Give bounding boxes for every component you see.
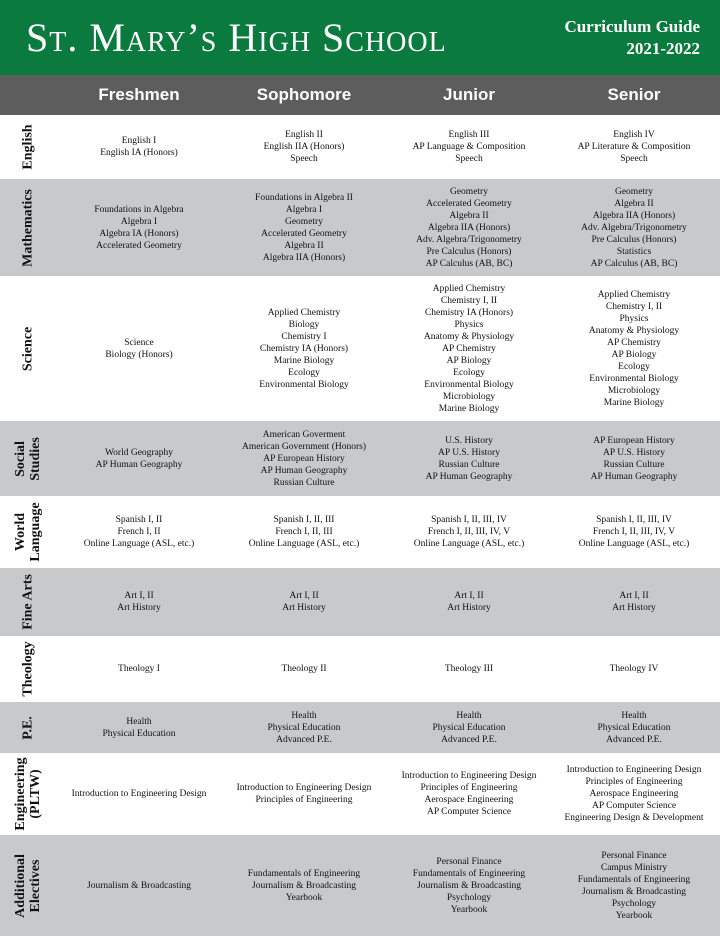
course-item: Speech — [620, 154, 648, 164]
course-item: Yearbook — [615, 910, 653, 921]
course-cell-theology-freshmen — [56, 636, 222, 702]
course-item: English II — [285, 130, 323, 140]
course-list — [413, 129, 526, 165]
course-item: Russian Culture — [603, 459, 665, 470]
course-item: Algebra I — [120, 216, 158, 227]
course-item: Advanced P.E. — [441, 734, 497, 745]
row-label-text: P.E. — [20, 715, 36, 740]
course-item: English I — [121, 136, 157, 146]
course-item: English III — [448, 130, 490, 140]
course-cell-mathematics-senior — [552, 179, 716, 276]
course-item: Advanced P.E. — [276, 734, 332, 745]
course-list — [416, 186, 522, 270]
course-item: Accelerated Geometry — [261, 228, 347, 239]
course-cell-additional-electives-sophomore — [222, 835, 386, 936]
course-item: Ecology — [453, 367, 485, 378]
course-item: AP Calculus (AB, BC) — [590, 258, 678, 269]
course-list — [445, 663, 493, 675]
course-item: Personal Finance — [436, 856, 502, 867]
course-item: Introduction to Engineering Design — [566, 765, 702, 775]
course-item: Health — [456, 710, 482, 721]
course-item: Foundations in Algebra — [94, 204, 184, 215]
course-list — [255, 192, 353, 264]
course-item: Algebra IIA (Honors) — [592, 210, 676, 221]
course-item: American Goverment — [262, 429, 346, 440]
row-label-text: Science — [20, 326, 36, 371]
course-item: English IA (Honors) — [100, 148, 178, 158]
course-item: Algebra II — [614, 198, 654, 209]
course-item: Environmental Biology — [424, 379, 514, 390]
course-item: AP Literature & Composition — [577, 142, 691, 152]
row-label-text: Mathematics — [20, 188, 36, 267]
header-banner — [0, 0, 720, 75]
course-cell-engineering-pltw-sophomore — [222, 753, 386, 835]
course-cell-fine-arts-senior — [552, 568, 716, 636]
course-item: Adv. Algebra/Trigonometry — [581, 222, 687, 233]
course-item: Statistics — [616, 246, 652, 257]
course-item: French I, II, III — [275, 527, 333, 537]
course-item: AP Human Geography — [260, 465, 348, 476]
course-cell-engineering-pltw-junior — [386, 753, 552, 835]
course-list — [237, 782, 372, 806]
row-label-fine-arts — [0, 568, 56, 636]
course-item: Algebra I — [285, 204, 323, 215]
course-item: Aerospace Engineering — [589, 789, 679, 799]
course-item: Spanish I, II — [115, 515, 163, 525]
course-item: AP Chemistry — [442, 343, 496, 354]
course-list — [267, 710, 340, 746]
course-cell-p-e-junior — [386, 702, 552, 753]
course-item: Introduction to Engineering Design — [401, 771, 537, 781]
course-item: Art History — [447, 603, 491, 613]
course-item: Principles of Engineering — [585, 777, 683, 787]
course-item: AP Biology — [611, 349, 657, 360]
course-item: Applied Chemistry — [597, 289, 671, 300]
course-item: Journalism & Broadcasting — [417, 880, 521, 891]
course-item: Spanish I, II, III, IV — [431, 515, 507, 525]
course-item: Journalism & Broadcasting — [252, 880, 356, 891]
row-label-english — [0, 115, 56, 179]
course-cell-english-sophomore — [222, 115, 386, 179]
course-item: Marine Biology — [273, 355, 335, 366]
course-item: Marine Biology — [603, 397, 665, 408]
course-item: AP European History — [593, 435, 675, 446]
row-label-text: Engineering (PLTW) — [13, 757, 43, 831]
row-label-text: Additional Electives — [13, 853, 43, 918]
row-label-p-e — [0, 702, 56, 753]
course-list — [426, 435, 513, 483]
course-cell-science-junior — [386, 276, 552, 421]
course-cell-additional-electives-junior — [386, 835, 552, 936]
course-item: AP Computer Science — [591, 801, 677, 811]
course-item: Psychology — [611, 898, 657, 909]
course-cell-p-e-freshmen — [56, 702, 222, 753]
course-item: French I, II, III, IV, V — [427, 527, 511, 537]
course-cell-theology-senior — [552, 636, 716, 702]
course-item: Fundamentals of Engineering — [412, 868, 526, 879]
course-item: Spanish I, II, III, IV — [596, 515, 672, 525]
course-list — [432, 710, 505, 746]
course-item: English IV — [613, 130, 655, 140]
course-list — [413, 856, 525, 916]
course-item: AP Human Geography — [425, 471, 513, 482]
row-label-text: English — [20, 124, 36, 170]
course-list — [578, 129, 691, 165]
course-item: U.S. History — [445, 435, 493, 446]
course-item: Fundamentals of Engineering — [247, 868, 361, 879]
course-item: Health — [621, 710, 647, 721]
guide-title — [564, 16, 700, 60]
row-label-theology — [0, 636, 56, 702]
course-cell-science-senior — [552, 276, 716, 421]
course-cell-world-language-sophomore — [222, 496, 386, 568]
course-cell-fine-arts-freshmen — [56, 568, 222, 636]
course-cell-social-studies-sophomore — [222, 421, 386, 496]
course-item: Personal Finance — [601, 850, 667, 861]
course-item: Art I, II — [619, 591, 649, 601]
course-cell-english-freshmen — [56, 115, 222, 179]
course-item: AP Biology — [446, 355, 492, 366]
course-item: Biology (Honors) — [105, 349, 173, 360]
row-world-language — [0, 496, 720, 568]
course-item: Russian Culture — [273, 477, 335, 488]
course-item: Online Language (ASL, etc.) — [413, 539, 525, 549]
course-item: Online Language (ASL, etc.) — [83, 539, 195, 549]
course-item: Principles of Engineering — [420, 783, 518, 793]
course-item: Journalism & Broadcasting — [582, 886, 686, 897]
course-item: Algebra IIA (Honors) — [262, 252, 346, 263]
course-item: AP U.S. History — [438, 447, 500, 458]
course-cell-engineering-pltw-freshmen — [56, 753, 222, 835]
course-list — [597, 710, 670, 746]
course-list — [100, 135, 178, 159]
course-item: Speech — [290, 154, 318, 164]
course-item: Theology II — [281, 664, 327, 674]
course-item: Chemistry I, II — [605, 301, 663, 312]
course-item: Art History — [117, 603, 161, 613]
course-item: AP Human Geography — [590, 471, 678, 482]
course-item: Chemistry I — [281, 331, 327, 342]
course-item: Microbiology — [607, 385, 661, 396]
course-cell-mathematics-sophomore — [222, 179, 386, 276]
row-science — [0, 276, 720, 421]
course-item: Science — [124, 337, 154, 348]
course-list — [564, 764, 703, 824]
course-list — [94, 204, 183, 252]
course-item: Physical Education — [432, 722, 506, 733]
course-item: Ecology — [618, 361, 650, 372]
row-label-text: Fine Arts — [20, 574, 36, 630]
course-cell-english-senior — [552, 115, 716, 179]
row-engineering-pltw — [0, 753, 720, 835]
course-item: Fundamentals of Engineering — [577, 874, 691, 885]
course-list — [264, 129, 345, 165]
course-item: Physical Education — [267, 722, 341, 733]
column-header-bar — [0, 75, 720, 115]
course-list — [581, 186, 687, 270]
course-item: Environmental Biology — [259, 379, 349, 390]
course-item: Chemistry IA (Honors) — [424, 307, 514, 318]
course-list — [242, 429, 366, 489]
course-cell-world-language-freshmen — [56, 496, 222, 568]
course-item: Online Language (ASL, etc.) — [248, 539, 360, 549]
course-list — [282, 590, 326, 614]
course-list — [591, 435, 678, 483]
row-label-text: Social Studies — [13, 436, 43, 481]
course-list — [259, 307, 348, 391]
course-item: Adv. Algebra/Trigonometry — [416, 234, 522, 245]
row-social-studies — [0, 421, 720, 496]
course-list — [72, 788, 207, 800]
course-item: Advanced P.E. — [606, 734, 662, 745]
course-item: Microbiology — [442, 391, 496, 402]
course-item: AP Chemistry — [607, 337, 661, 348]
column-header-sophomore: Sophomore — [256, 85, 352, 104]
course-item: Speech — [455, 154, 483, 164]
column-header-freshmen: Freshmen — [98, 85, 180, 104]
course-item: French I, II, III, IV, V — [592, 527, 676, 537]
course-cell-mathematics-freshmen — [56, 179, 222, 276]
course-cell-theology-junior — [386, 636, 552, 702]
course-item: Health — [291, 710, 317, 721]
course-list — [102, 716, 175, 740]
course-list — [424, 283, 514, 415]
course-item: Chemistry I, II — [440, 295, 498, 306]
course-item: Art I, II — [124, 591, 154, 601]
course-item: French I, II — [117, 527, 161, 537]
course-item: Algebra IA (Honors) — [99, 228, 179, 239]
course-item: American Government (Honors) — [242, 441, 366, 452]
course-list — [589, 289, 679, 409]
course-item: Art I, II — [454, 591, 484, 601]
course-item: English IIA (Honors) — [263, 142, 345, 152]
course-item: AP Computer Science — [426, 807, 512, 817]
course-item: Algebra IIA (Honors) — [427, 222, 511, 233]
course-item: Applied Chemistry — [267, 307, 341, 318]
course-item: Geometry — [284, 216, 323, 227]
course-list — [578, 850, 690, 922]
row-english — [0, 115, 720, 179]
course-list — [105, 337, 172, 361]
guide-line-2: 2021-2022 — [626, 39, 700, 58]
course-item: Health — [126, 716, 152, 727]
course-item: Foundations in Algebra II — [255, 192, 353, 203]
course-item: Physics — [619, 313, 649, 324]
course-cell-social-studies-junior — [386, 421, 552, 496]
course-item: Art History — [282, 603, 326, 613]
course-item: Theology III — [444, 664, 494, 674]
course-item: Physics — [454, 319, 484, 330]
course-item: Algebra II — [284, 240, 324, 251]
course-list — [118, 663, 160, 675]
course-cell-theology-sophomore — [222, 636, 386, 702]
course-item: Accelerated Geometry — [96, 240, 182, 251]
course-item: Biology — [288, 319, 320, 330]
course-item: Engineering Design & Development — [564, 813, 704, 823]
course-item: Art History — [612, 603, 656, 613]
row-theology — [0, 636, 720, 702]
course-item: Applied Chemistry — [432, 283, 506, 294]
row-label-world-language — [0, 496, 56, 568]
course-cell-p-e-senior — [552, 702, 716, 753]
row-label-text: Theology — [20, 641, 36, 697]
course-item: Anatomy & Physiology — [423, 331, 515, 342]
course-item: Russian Culture — [438, 459, 500, 470]
course-cell-world-language-junior — [386, 496, 552, 568]
row-label-mathematics — [0, 179, 56, 276]
row-label-engineering-pltw — [0, 753, 56, 835]
course-list — [402, 770, 537, 818]
column-header-senior: Senior — [607, 85, 661, 104]
course-cell-social-studies-senior — [552, 421, 716, 496]
course-item: Pre Calculus (Honors) — [426, 246, 512, 257]
row-label-text: World Language — [13, 502, 43, 562]
course-list — [612, 590, 656, 614]
course-item: AP Human Geography — [95, 459, 183, 470]
course-item: Introduction to Engineering Design — [71, 789, 207, 799]
row-label-science — [0, 276, 56, 421]
course-item: Physical Education — [597, 722, 671, 733]
course-cell-science-sophomore — [222, 276, 386, 421]
course-list — [249, 514, 360, 550]
course-cell-fine-arts-junior — [386, 568, 552, 636]
course-item: World Geography — [104, 447, 174, 458]
course-item: Yearbook — [285, 892, 323, 903]
course-item: Campus Ministry — [600, 862, 668, 873]
course-item: Marine Biology — [438, 403, 500, 414]
course-item: Accelerated Geometry — [426, 198, 512, 209]
course-item: AP Language & Composition — [412, 142, 526, 152]
course-item: Theology I — [118, 664, 160, 674]
row-additional-electives — [0, 835, 720, 936]
course-list — [281, 663, 326, 675]
row-fine-arts — [0, 568, 720, 636]
course-cell-english-junior — [386, 115, 552, 179]
row-p-e — [0, 702, 720, 753]
course-item: Geometry — [449, 186, 488, 197]
course-list — [610, 663, 659, 675]
course-item: Spanish I, II, III — [273, 515, 335, 525]
course-list — [96, 447, 183, 471]
course-cell-additional-electives-freshmen — [56, 835, 222, 936]
guide-line-1: Curriculum Guide — [564, 17, 700, 36]
course-item: Psychology — [446, 892, 492, 903]
course-cell-mathematics-junior — [386, 179, 552, 276]
course-cell-social-studies-freshmen — [56, 421, 222, 496]
course-item: Theology IV — [609, 664, 659, 674]
column-header-junior: Junior — [443, 85, 495, 104]
course-cell-science-freshmen — [56, 276, 222, 421]
course-item: Anatomy & Physiology — [588, 325, 680, 336]
course-item: Introduction to Engineering Design — [236, 783, 372, 793]
course-item: Pre Calculus (Honors) — [591, 234, 677, 245]
course-item: Algebra II — [449, 210, 489, 221]
course-item: Geometry — [614, 186, 653, 197]
school-title: St. Mary’s High School — [26, 15, 447, 60]
course-list — [579, 514, 690, 550]
course-cell-additional-electives-senior — [552, 835, 716, 936]
course-cell-engineering-pltw-senior — [552, 753, 716, 835]
course-item: AP European History — [263, 453, 345, 464]
course-item: Art I, II — [289, 591, 319, 601]
course-item: AP Calculus (AB, BC) — [425, 258, 513, 269]
course-list — [447, 590, 491, 614]
course-item: Principles of Engineering — [255, 795, 353, 805]
row-label-social-studies — [0, 421, 56, 496]
course-item: Yearbook — [450, 904, 488, 915]
course-list — [84, 514, 195, 550]
course-cell-p-e-sophomore — [222, 702, 386, 753]
course-list — [117, 590, 161, 614]
course-cell-world-language-senior — [552, 496, 716, 568]
course-list — [248, 868, 360, 904]
course-item: Environmental Biology — [589, 373, 679, 384]
course-item: AP U.S. History — [603, 447, 665, 458]
course-cell-fine-arts-sophomore — [222, 568, 386, 636]
course-item: Online Language (ASL, etc.) — [578, 539, 690, 549]
course-item: Chemistry IA (Honors) — [259, 343, 349, 354]
course-list — [414, 514, 525, 550]
course-item: Aerospace Engineering — [424, 795, 514, 805]
course-item: Journalism & Broadcasting — [87, 880, 191, 891]
row-label-additional-electives — [0, 835, 56, 936]
course-item: Physical Education — [102, 728, 176, 739]
row-mathematics — [0, 179, 720, 276]
course-item: Ecology — [288, 367, 320, 378]
course-list — [87, 880, 191, 892]
